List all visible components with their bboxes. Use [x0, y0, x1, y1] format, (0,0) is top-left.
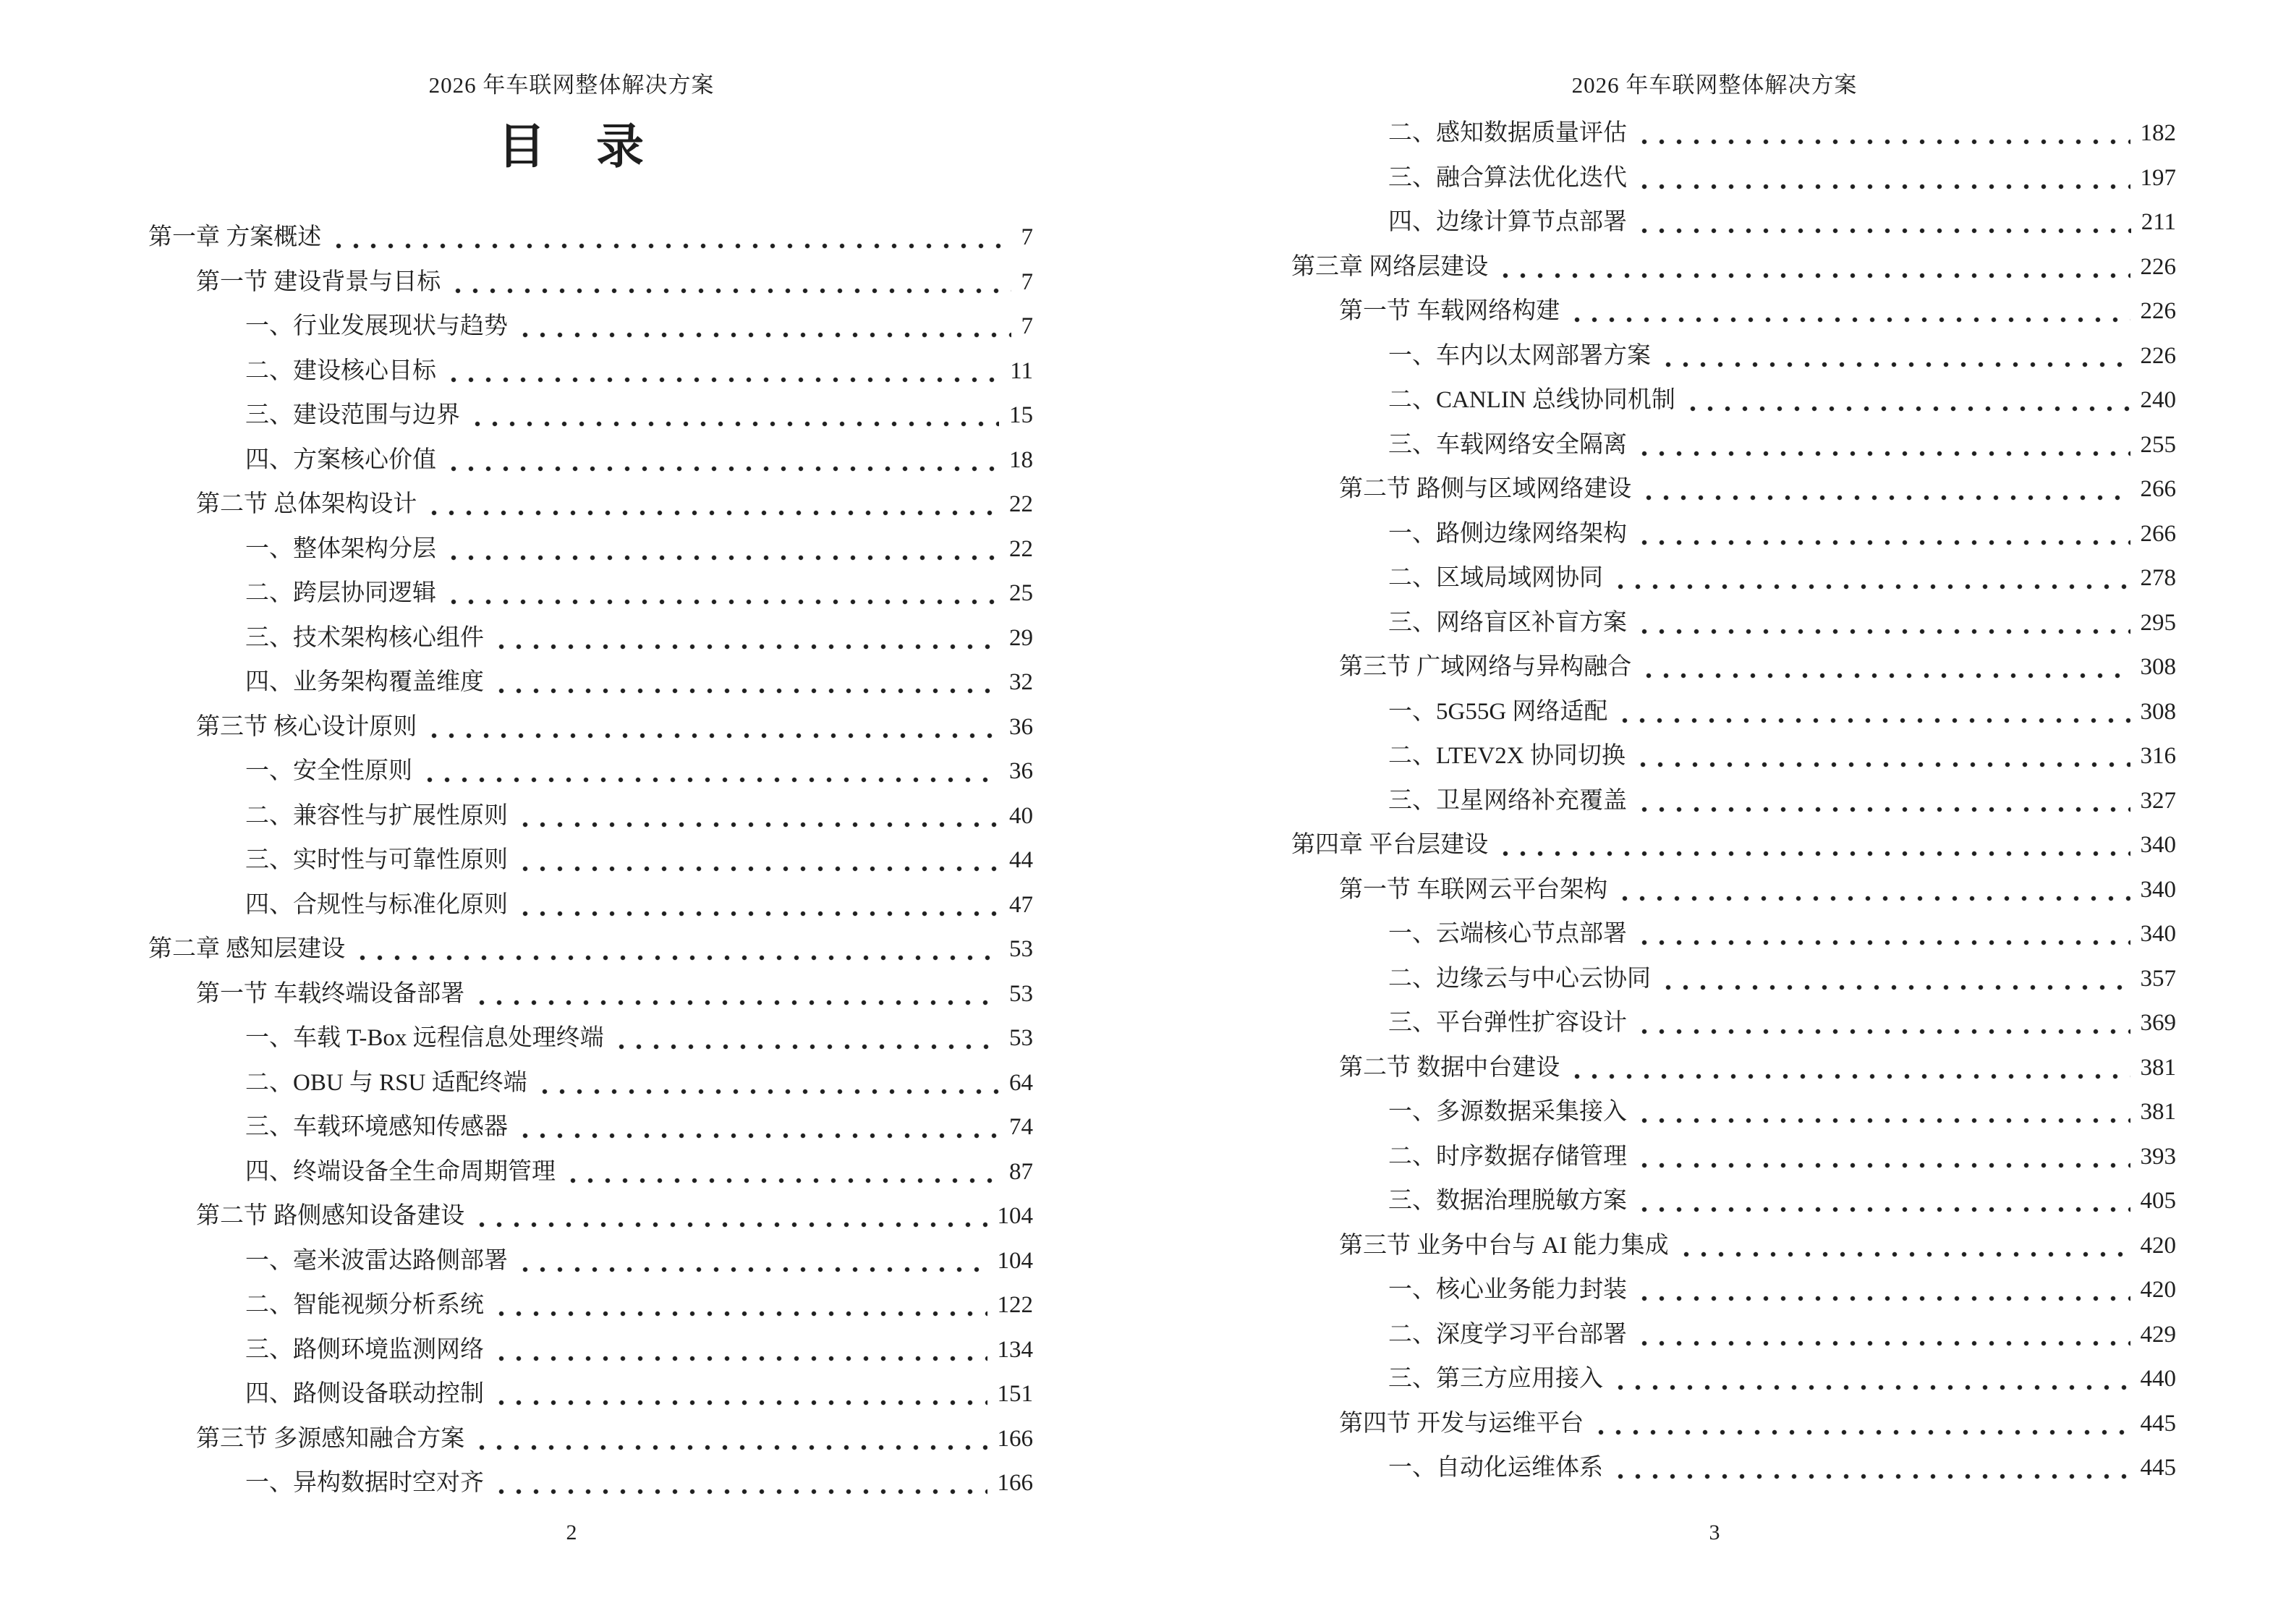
- toc-entry-page-number: 7: [1021, 268, 1033, 295]
- toc-entry-page-number: 327: [2140, 787, 2176, 814]
- dot-leader: [1640, 467, 2130, 512]
- dot-leader: [354, 927, 999, 972]
- toc-entry: [1291, 1268, 2176, 1313]
- dot-leader: [517, 1105, 999, 1150]
- dot-leader: [493, 660, 999, 705]
- toc-entry-text: 一、毫米波雷达路侧部署: [245, 1247, 508, 1274]
- toc-entry: [148, 482, 1033, 527]
- dot-leader: [1612, 556, 2130, 601]
- toc-entry-page-number: 11: [1010, 357, 1033, 384]
- dot-leader: [1612, 1357, 2130, 1402]
- toc-entry: [148, 1194, 1033, 1239]
- dot-leader: [564, 1150, 999, 1195]
- dot-leader: [1568, 289, 2130, 334]
- toc-entry-page-number: 420: [2140, 1232, 2176, 1259]
- toc-entry-page-number: 53: [1009, 936, 1033, 962]
- dot-leader: [1616, 868, 2130, 913]
- toc-entry-text: 第二节 总体架构设计: [196, 491, 417, 517]
- toc-entry-page-number: 47: [1009, 891, 1033, 918]
- toc-entry-text: 第二章 感知层建设: [148, 936, 346, 962]
- dot-leader: [1497, 245, 2130, 290]
- toc-entries-left: [0, 216, 1143, 1506]
- toc-entry-text: 一、核心业务能力封装: [1388, 1277, 1627, 1303]
- toc-entry-text: 第二节 路侧与区域网络建设: [1339, 476, 1632, 502]
- toc-entry: [148, 571, 1033, 616]
- toc-entry-page-number: 369: [2140, 1010, 2176, 1036]
- toc-entry-page-number: 166: [997, 1425, 1033, 1452]
- toc-entry-page-number: 40: [1009, 802, 1033, 829]
- dot-leader: [1568, 1046, 2130, 1091]
- page-number-left: 2: [566, 1521, 577, 1544]
- toc-entry-text: 一、5G55G 网络适配: [1388, 698, 1608, 725]
- toc-entry-page-number: 440: [2140, 1366, 2176, 1392]
- toc-entry-text: 第三节 广域网络与异构融合: [1339, 654, 1632, 680]
- toc-entry-page-number: 316: [2140, 743, 2176, 769]
- toc-entry-page-number: 445: [2140, 1410, 2176, 1437]
- toc-entries-right: [1143, 111, 2286, 1491]
- toc-entry-text: 三、实时性与可靠性原则: [245, 847, 508, 873]
- dot-leader: [449, 260, 1011, 305]
- toc-entry-text: 二、跨层协同逻辑: [245, 580, 436, 606]
- toc-entry: [1291, 779, 2176, 824]
- toc-entry-page-number: 226: [2140, 298, 2176, 324]
- toc-entry: [1291, 1446, 2176, 1491]
- dot-leader: [1660, 957, 2130, 1002]
- dot-leader: [330, 216, 1011, 260]
- toc-entry-page-number: 36: [1009, 713, 1033, 740]
- toc-entry-page-number: 7: [1021, 313, 1033, 339]
- toc-entry-text: 四、边缘计算节点部署: [1388, 209, 1627, 235]
- dot-leader: [445, 349, 1000, 394]
- toc-entry: [148, 705, 1033, 750]
- toc-entry-page-number: 53: [1009, 980, 1033, 1007]
- toc-entry: [1291, 645, 2176, 690]
- dot-leader: [493, 616, 999, 661]
- toc-entry-text: 第一节 车载网络构建: [1339, 298, 1560, 324]
- toc-entry-text: 一、整体架构分层: [245, 535, 436, 562]
- toc-entry-text: 一、路侧边缘网络架构: [1388, 520, 1627, 547]
- toc-entry: [1291, 334, 2176, 379]
- toc-entry-page-number: 7: [1021, 224, 1033, 250]
- dot-leader: [517, 838, 999, 883]
- toc-entry-page-number: 151: [997, 1381, 1033, 1407]
- toc-entry: [1291, 111, 2176, 156]
- toc-entry-page-number: 22: [1009, 491, 1033, 517]
- toc-entry-text: 第三节 业务中台与 AI 能力集成: [1339, 1232, 1669, 1259]
- toc-entry-page-number: 420: [2140, 1277, 2176, 1303]
- toc-entry: [1291, 823, 2176, 868]
- toc-entry-page-number: 44: [1009, 847, 1033, 873]
- toc-entry-page-number: 381: [2140, 1054, 2176, 1081]
- dot-leader: [1636, 1001, 2130, 1046]
- dot-leader: [1636, 156, 2130, 201]
- dot-leader: [473, 972, 999, 1017]
- toc-entry: [1291, 556, 2176, 601]
- toc-entry: [148, 838, 1033, 883]
- dot-leader: [536, 1061, 999, 1106]
- dot-leader: [1636, 111, 2130, 156]
- toc-entry-page-number: 104: [997, 1203, 1033, 1229]
- dot-leader: [1684, 378, 2130, 423]
- dot-leader: [1636, 1090, 2130, 1135]
- toc-entry: [148, 1328, 1033, 1373]
- toc-entry-text: 一、异构数据时空对齐: [245, 1470, 484, 1496]
- toc-entry: [148, 883, 1033, 928]
- toc-entry: [1291, 245, 2176, 290]
- toc-entry-page-number: 226: [2140, 342, 2176, 369]
- toc-entry: [1291, 1357, 2176, 1402]
- toc-entry-page-number: 266: [2140, 476, 2176, 502]
- toc-entry-text: 第一节 车载终端设备部署: [196, 980, 465, 1007]
- toc-entry-text: 第二节 数据中台建设: [1339, 1054, 1560, 1081]
- toc-entry-page-number: 226: [2140, 253, 2176, 280]
- toc-entry-page-number: 405: [2140, 1188, 2176, 1214]
- dot-leader: [1640, 645, 2130, 690]
- toc-entry-text: 二、感知数据质量评估: [1388, 120, 1627, 146]
- toc-entry: [1291, 734, 2176, 779]
- toc-entry-page-number: 240: [2140, 387, 2176, 413]
- dot-leader: [1636, 1135, 2130, 1180]
- toc-entry-page-number: 166: [997, 1470, 1033, 1496]
- toc-entry: [148, 305, 1033, 349]
- dot-leader: [493, 1372, 987, 1417]
- toc-entry-page-number: 340: [2140, 832, 2176, 858]
- toc-entry: [1291, 957, 2176, 1002]
- toc-entry-page-number: 53: [1009, 1025, 1033, 1051]
- dot-leader: [493, 1283, 987, 1328]
- dot-leader: [1592, 1402, 2130, 1447]
- toc-entry-page-number: 22: [1009, 535, 1033, 562]
- toc-entry: [148, 660, 1033, 705]
- document-header: 2026 年车联网整体解决方案: [1571, 72, 1858, 98]
- dot-leader: [469, 394, 999, 438]
- toc-entry-text: 三、车载网络安全隔离: [1388, 431, 1627, 458]
- toc-entry-page-number: 36: [1009, 758, 1033, 784]
- toc-entry: [148, 794, 1033, 839]
- toc-entry-text: 一、车载 T-Box 远程信息处理终端: [245, 1025, 604, 1051]
- toc-entry: [1291, 868, 2176, 913]
- toc-entry: [148, 216, 1033, 260]
- toc-entry-text: 二、边缘云与中心云协同: [1388, 965, 1651, 992]
- toc-entry: [1291, 601, 2176, 646]
- toc-entry-text: 四、终端设备全生命周期管理: [245, 1158, 556, 1185]
- toc-entry-text: 二、智能视频分析系统: [245, 1292, 484, 1318]
- document-header: 2026 年车联网整体解决方案: [428, 72, 715, 98]
- toc-entry: [1291, 912, 2176, 957]
- dot-leader: [493, 1461, 987, 1506]
- toc-entry: [1291, 1090, 2176, 1135]
- toc-entry: [1291, 1135, 2176, 1180]
- dot-leader: [1636, 601, 2130, 646]
- toc-entry-text: 一、云端核心节点部署: [1388, 921, 1627, 947]
- toc-entry: [148, 527, 1033, 572]
- dot-leader: [1636, 512, 2130, 557]
- toc-entry-text: 一、自动化运维体系: [1388, 1455, 1603, 1481]
- toc-entry-page-number: 295: [2140, 609, 2176, 636]
- dot-leader: [1636, 779, 2130, 824]
- toc-entry-text: 三、数据治理脱敏方案: [1388, 1188, 1627, 1214]
- toc-entry: [1291, 690, 2176, 735]
- toc-entry-page-number: 29: [1009, 624, 1033, 651]
- toc-entry-text: 一、多源数据采集接入: [1388, 1099, 1627, 1125]
- dot-leader: [1678, 1224, 2130, 1269]
- toc-entry-page-number: 104: [997, 1247, 1033, 1274]
- toc-entry: [148, 1283, 1033, 1328]
- toc-entry-text: 三、技术架构核心组件: [245, 624, 484, 651]
- toc-entry: [148, 349, 1033, 394]
- toc-entry: [1291, 1313, 2176, 1358]
- toc-entry-text: 第三节 核心设计原则: [196, 713, 417, 740]
- toc-entry: [148, 1372, 1033, 1417]
- toc-entry-page-number: 445: [2140, 1455, 2176, 1481]
- toc-entry: [1291, 1224, 2176, 1269]
- toc-entry-text: 一、车内以太网部署方案: [1388, 342, 1651, 369]
- dot-leader: [1636, 1313, 2130, 1358]
- toc-entry-text: 三、网络盲区补盲方案: [1388, 609, 1627, 636]
- toc-entry-page-number: 122: [997, 1292, 1033, 1318]
- toc-entry-text: 二、深度学习平台部署: [1388, 1321, 1627, 1348]
- toc-entry-page-number: 308: [2140, 654, 2176, 680]
- dot-leader: [421, 749, 999, 794]
- dot-leader: [613, 1016, 999, 1061]
- toc-entry: [148, 438, 1033, 483]
- toc-entry-page-number: 393: [2140, 1143, 2176, 1170]
- toc-entry-page-number: 182: [2140, 120, 2176, 146]
- toc-entry: [1291, 423, 2176, 468]
- toc-entry-page-number: 87: [1009, 1158, 1033, 1185]
- dot-leader: [1636, 200, 2131, 245]
- toc-entry: [1291, 512, 2176, 557]
- toc-entry-text: 二、兼容性与扩展性原则: [245, 802, 508, 829]
- toc-entry: [1291, 200, 2176, 245]
- toc-entry-text: 二、LTEV2X 协同切换: [1388, 743, 1626, 769]
- toc-entry-page-number: 255: [2140, 431, 2176, 458]
- toc-entry: [1291, 1402, 2176, 1447]
- toc-entry-text: 二、CANLIN 总线协同机制: [1388, 387, 1675, 413]
- toc-entry-text: 四、业务架构覆盖维度: [245, 669, 484, 695]
- toc-entry: [148, 1461, 1033, 1506]
- toc-entry-text: 三、路侧环境监测网络: [245, 1336, 484, 1363]
- toc-entry-text: 一、行业发展现状与趋势: [245, 313, 508, 339]
- toc-entry-page-number: 134: [997, 1336, 1033, 1363]
- toc-entry-text: 第四节 开发与运维平台: [1339, 1410, 1584, 1437]
- toc-entry: [148, 1239, 1033, 1284]
- toc-entry-page-number: 25: [1009, 580, 1033, 606]
- toc-entry-text: 三、车载环境感知传感器: [245, 1114, 508, 1140]
- dot-leader: [517, 1239, 987, 1284]
- toc-entry: [148, 927, 1033, 972]
- toc-entry: [148, 260, 1033, 305]
- toc-entry-page-number: 18: [1009, 446, 1033, 473]
- toc-page-right: [1143, 0, 2286, 1624]
- toc-entry: [1291, 467, 2176, 512]
- toc-entry-page-number: 64: [1009, 1069, 1033, 1096]
- dot-leader: [1497, 823, 2130, 868]
- toc-entry: [148, 1150, 1033, 1195]
- toc-entry: [148, 1105, 1033, 1150]
- dot-leader: [517, 883, 999, 928]
- dot-leader: [425, 482, 999, 527]
- dot-leader: [445, 571, 999, 616]
- toc-entry-text: 二、区域局域网协同: [1388, 565, 1603, 591]
- toc-entry-page-number: 197: [2140, 164, 2176, 191]
- toc-entry-text: 第三章 网络层建设: [1291, 253, 1489, 280]
- dot-leader: [1612, 1446, 2130, 1491]
- toc-entry: [1291, 1001, 2176, 1046]
- dot-leader: [1636, 912, 2130, 957]
- dot-leader: [473, 1194, 987, 1239]
- toc-entry-page-number: 278: [2140, 565, 2176, 591]
- toc-entry-text: 二、OBU 与 RSU 适配终端: [245, 1069, 527, 1096]
- dot-leader: [517, 305, 1011, 349]
- dot-leader: [1636, 423, 2130, 468]
- toc-entry-page-number: 340: [2140, 921, 2176, 947]
- toc-entry-text: 二、建设核心目标: [245, 357, 436, 384]
- dot-leader: [517, 794, 999, 839]
- toc-entry: [1291, 378, 2176, 423]
- toc-entry-text: 一、安全性原则: [245, 758, 412, 784]
- toc-entry-page-number: 74: [1009, 1114, 1033, 1140]
- toc-entry: [148, 394, 1033, 438]
- toc-entry-text: 第一章 方案概述: [148, 224, 322, 250]
- toc-entry-text: 四、方案核心价值: [245, 446, 436, 473]
- toc-entry-text: 三、平台弹性扩容设计: [1388, 1010, 1627, 1036]
- toc-entry-text: 第四章 平台层建设: [1291, 832, 1489, 858]
- toc-entry-page-number: 340: [2140, 876, 2176, 903]
- toc-entry: [148, 616, 1033, 661]
- dot-leader: [473, 1417, 987, 1462]
- toc-entry-page-number: 429: [2140, 1321, 2176, 1348]
- dot-leader: [1636, 1268, 2130, 1313]
- dot-leader: [445, 527, 999, 572]
- toc-entry-text: 四、合规性与标准化原则: [245, 891, 508, 918]
- toc-entry: [148, 1417, 1033, 1462]
- toc-entry-text: 第二节 路侧感知设备建设: [196, 1203, 465, 1229]
- toc-entry-page-number: 266: [2140, 520, 2176, 547]
- page-number-right: 3: [1709, 1521, 1720, 1544]
- toc-entry-text: 三、第三方应用接入: [1388, 1366, 1603, 1392]
- toc-entry: [148, 1016, 1033, 1061]
- toc-entry: [148, 749, 1033, 794]
- toc-entry-text: 四、路侧设备联动控制: [245, 1381, 484, 1407]
- toc-entry: [1291, 156, 2176, 201]
- toc-entry-page-number: 357: [2140, 965, 2176, 992]
- toc-entry-text: 第一节 车联网云平台架构: [1339, 876, 1608, 903]
- dot-leader: [1616, 690, 2130, 735]
- toc-entry-text: 第一节 建设背景与目标: [196, 268, 441, 295]
- toc-entry: [148, 1061, 1033, 1106]
- toc-entry-page-number: 32: [1009, 669, 1033, 695]
- dot-leader: [1634, 734, 2130, 779]
- dot-leader: [1660, 334, 2130, 379]
- dot-leader: [493, 1328, 987, 1373]
- dot-leader: [1636, 1179, 2130, 1224]
- toc-entry-text: 三、卫星网络补充覆盖: [1388, 787, 1627, 814]
- toc-entry: [1291, 289, 2176, 334]
- toc-entry: [148, 972, 1033, 1017]
- toc-entry: [1291, 1179, 2176, 1224]
- dot-leader: [445, 438, 999, 483]
- toc-entry-page-number: 211: [2141, 209, 2176, 235]
- toc-entry-text: 三、融合算法优化迭代: [1388, 164, 1627, 191]
- toc-entry: [1291, 1046, 2176, 1091]
- toc-title: 目 录: [498, 121, 645, 174]
- toc-entry-text: 三、建设范围与边界: [245, 402, 460, 428]
- toc-entry-page-number: 15: [1009, 402, 1033, 428]
- toc-entry-page-number: 308: [2140, 698, 2176, 725]
- toc-entry-page-number: 381: [2140, 1099, 2176, 1125]
- dot-leader: [425, 705, 999, 750]
- toc-entry-text: 二、时序数据存储管理: [1388, 1143, 1627, 1170]
- toc-entry-text: 第三节 多源感知融合方案: [196, 1425, 465, 1452]
